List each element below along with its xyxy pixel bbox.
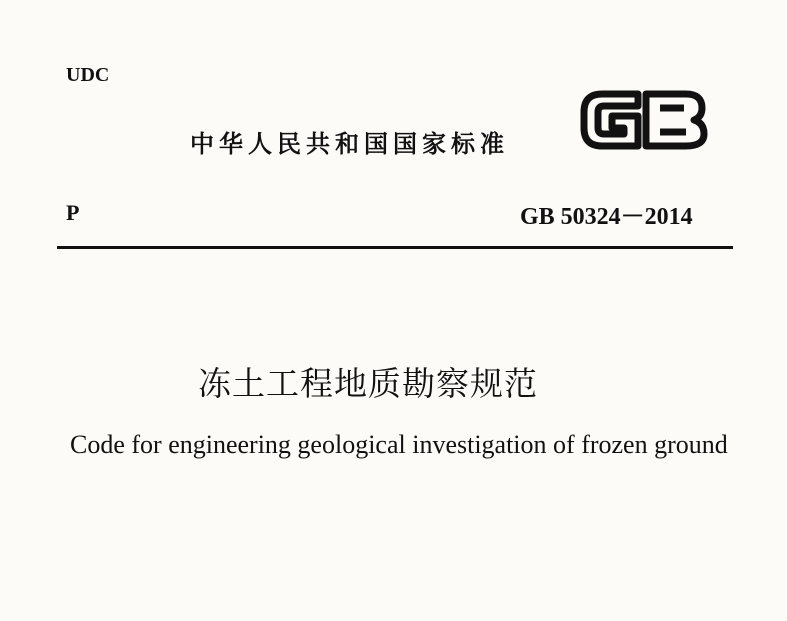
header-divider (57, 246, 733, 249)
udc-label: UDC (66, 64, 110, 86)
gb-logo (578, 86, 710, 154)
classification-code: P (66, 200, 80, 225)
national-standard-heading: 中华人民共和国国家标准 (190, 130, 509, 158)
title-english: Code for engineering geological investigation of frozen ground (70, 430, 728, 459)
standard-number: GB 50324－2014 (520, 204, 693, 230)
title-chinese: 冻土工程地质勘察规范 (198, 364, 538, 403)
